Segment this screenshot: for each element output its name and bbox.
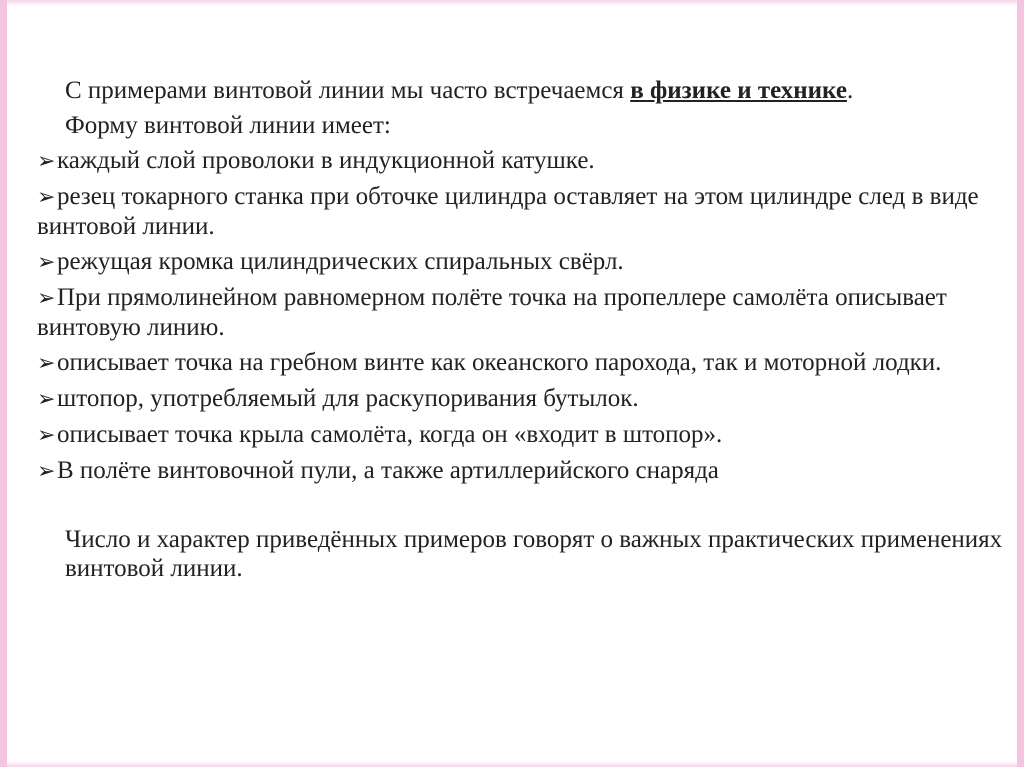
arrow-bullet-icon: ➢	[37, 286, 56, 311]
bullet-text: В полёте винтовочной пули, а также артиллерийского снаряда	[57, 457, 719, 484]
arrow-bullet-icon: ➢	[37, 149, 56, 174]
conclusion-paragraph: Число и характер приведённых примеров говорят о важных практических применениях винтовой линии.	[65, 526, 1003, 582]
bullet-text: При прямолинейном равномерном полёте точка на пропеллере самолёта описывает винтовую линию.	[37, 284, 947, 341]
list-item	[37, 283, 1007, 342]
arrow-bullet-icon: ➢	[37, 351, 56, 376]
intro-end: .	[846, 77, 854, 104]
arrow-bullet-icon: ➢	[37, 250, 56, 275]
bullet-text: описывает точка крыла самолёта, когда он «входит в штопор».	[57, 421, 723, 448]
arrow-bullet-icon: ➢	[37, 185, 56, 210]
bullet-list	[37, 146, 1007, 486]
list-item	[37, 348, 1007, 378]
arrow-bullet-icon: ➢	[37, 387, 56, 412]
slide-text-block	[37, 76, 1007, 583]
list-item	[37, 247, 1007, 277]
bullet-text: каждый слой проволоки в индукционной катушке.	[57, 147, 595, 174]
subtitle: Форму винтовой линии имеет:	[65, 112, 391, 139]
bullet-text: режущая кромка цилиндрических спиральных свёрл.	[57, 248, 624, 275]
list-item	[37, 420, 1007, 450]
bullet-text: резец токарного станка при обточке цилиндра оставляет на этом цилиндре след в виде винтовой линии.	[37, 183, 979, 240]
intro-highlight: в физике и технике	[630, 77, 847, 104]
bullet-text: штопор, употребляемый для раскупоривания бутылок.	[57, 385, 639, 412]
bullet-text: описывает точка на гребном винте как океанского парохода, так и моторной лодки.	[57, 349, 942, 376]
arrow-bullet-icon: ➢	[37, 423, 56, 448]
list-item	[37, 182, 1007, 241]
arrow-bullet-icon: ➢	[37, 459, 56, 484]
list-item	[37, 146, 1007, 176]
list-item	[37, 456, 1007, 486]
intro-paragraph	[37, 76, 1007, 105]
list-item	[37, 384, 1007, 414]
intro-text: С примерами винтовой линии мы часто встречаемся	[65, 77, 631, 104]
